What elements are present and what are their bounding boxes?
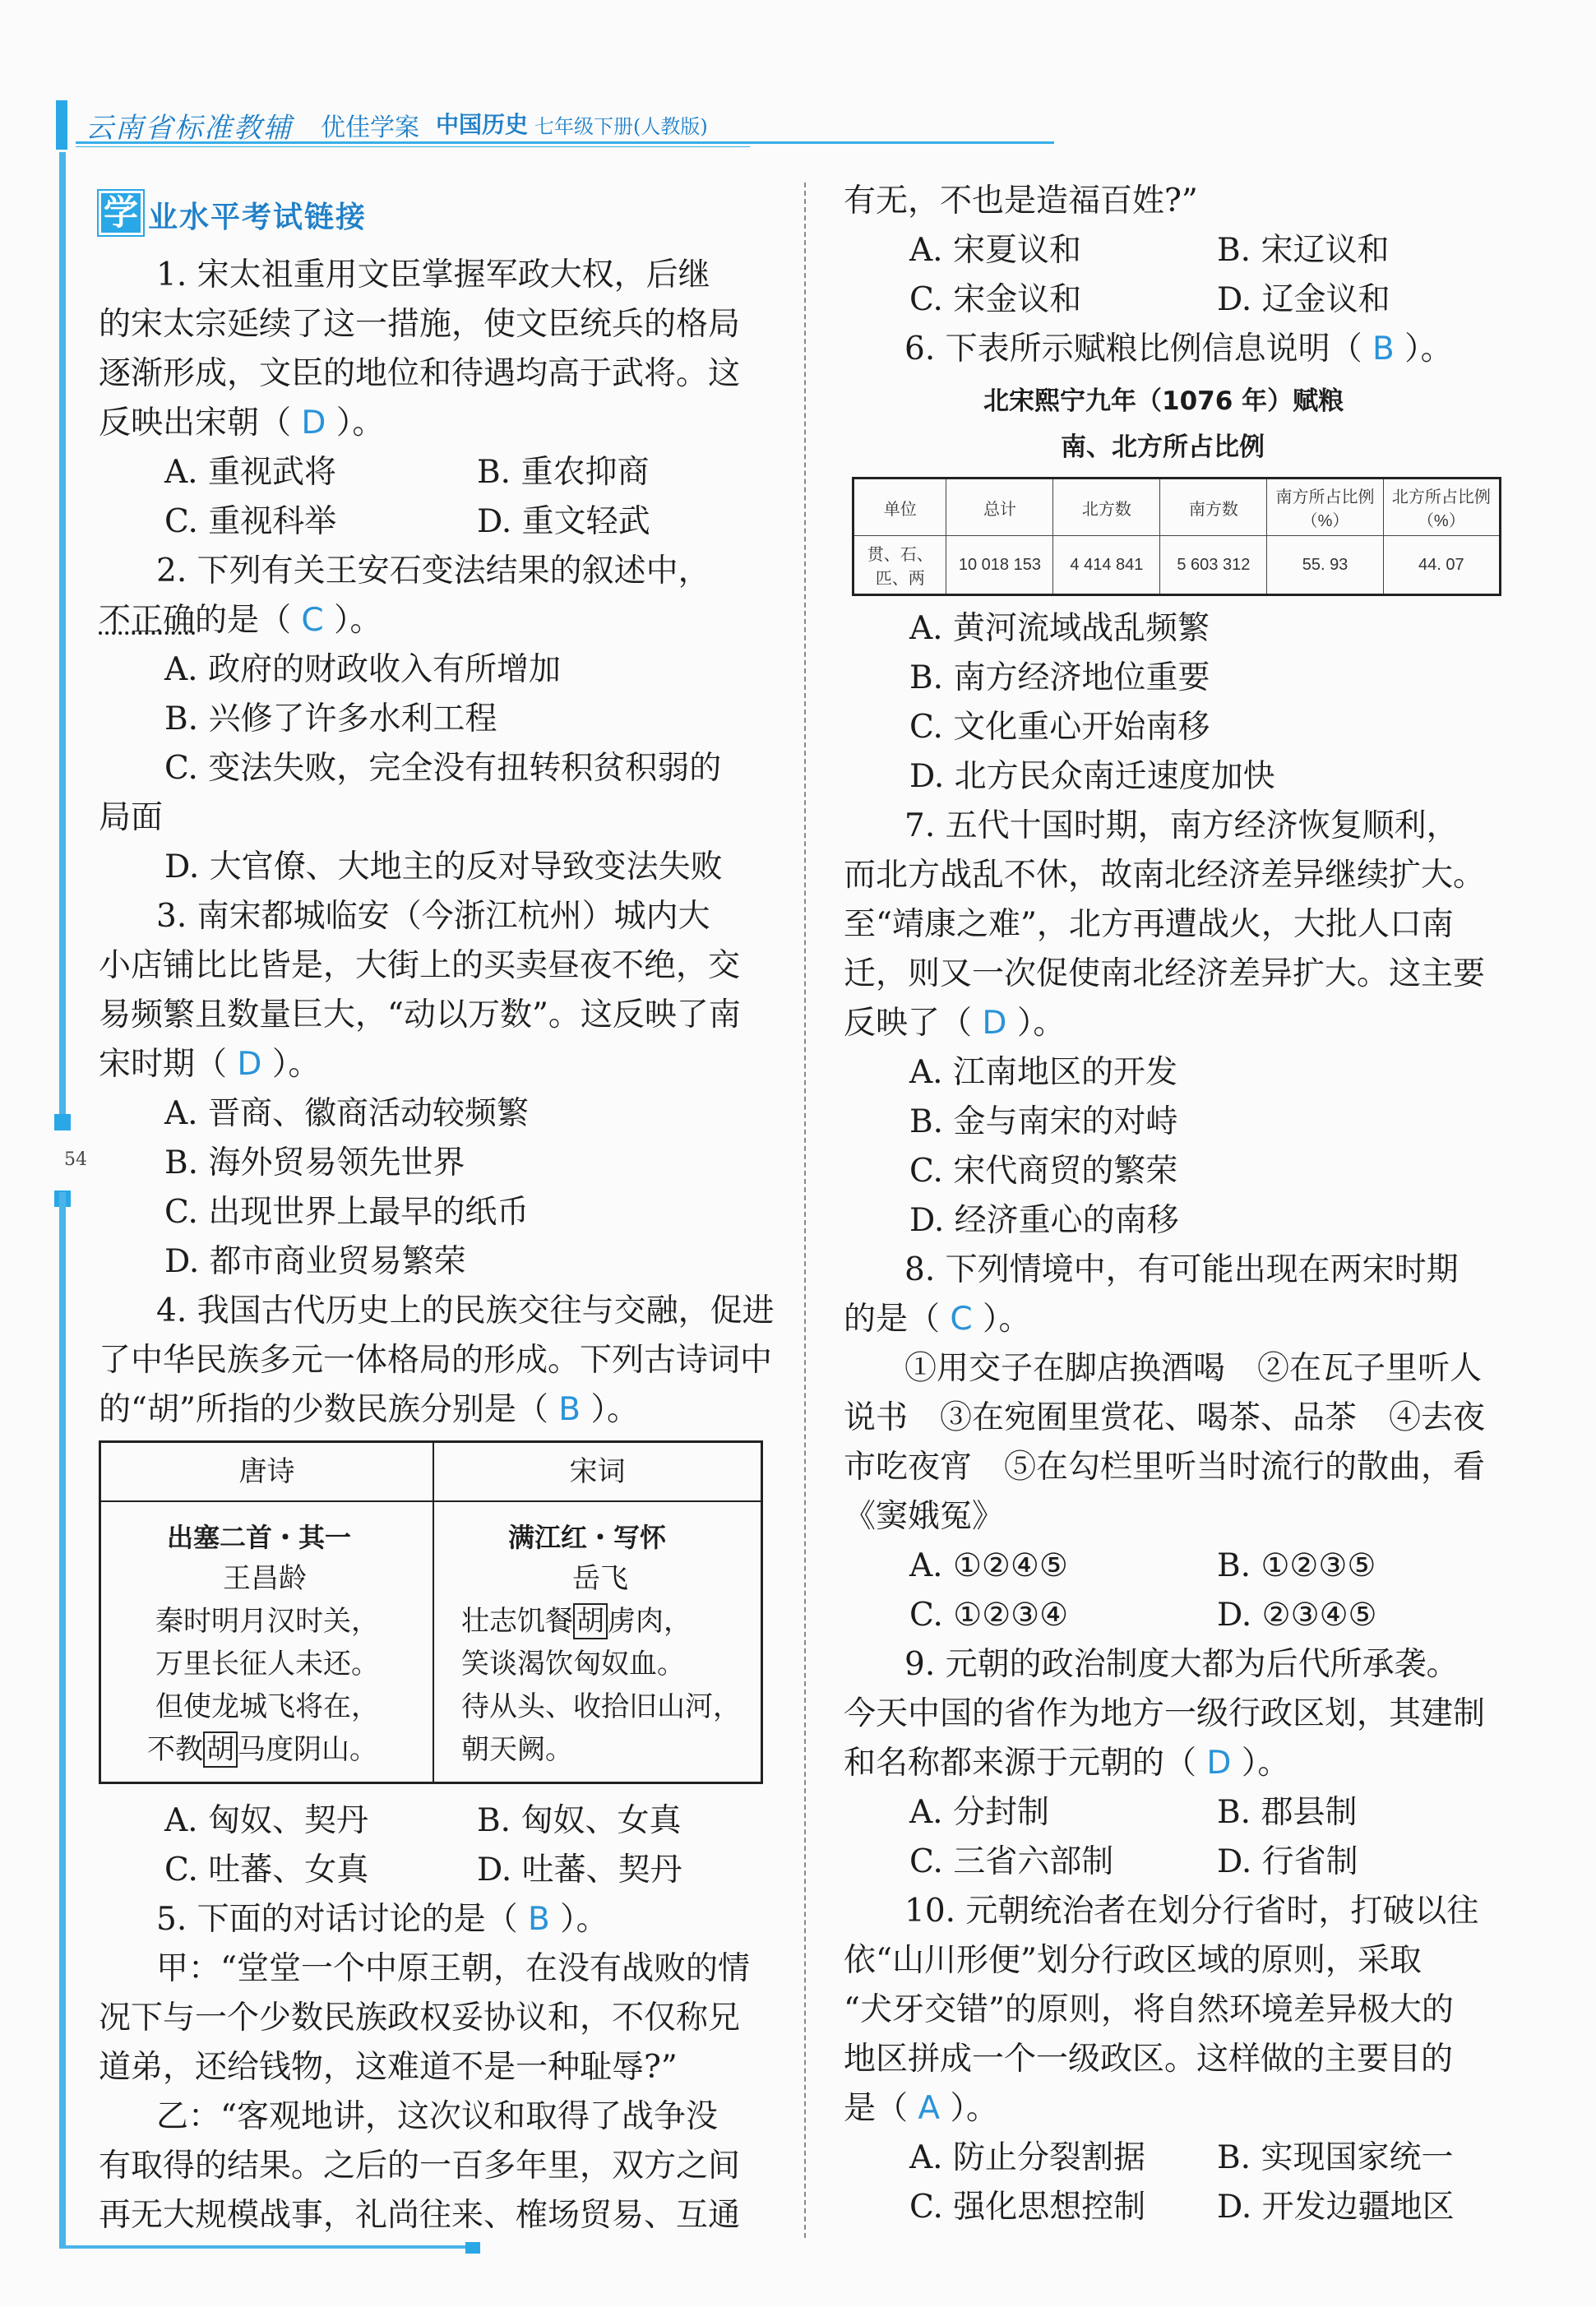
scenario-line: 《窦娥冤》 [844, 1498, 1005, 1535]
question-text: 反映了（ [844, 1005, 983, 1042]
highlighted-word: 胡 [203, 1731, 238, 1768]
left-rail [59, 152, 66, 1126]
paren-close: ）。 [1394, 331, 1453, 368]
question-text: 1. 宋太祖重用文臣掌握军政大权，后继 [156, 257, 710, 294]
option: A. 政府的财政收入有所增加 [164, 651, 561, 688]
question-text: 依“山川形便”划分行政区域的原则，采取 [844, 1942, 1422, 1979]
option: C. ①②③④ [909, 1597, 1069, 1634]
question-text: 7. 五代十国时期，南方经济恢复顺利， [904, 807, 1459, 844]
question-stem-end [99, 1040, 320, 1089]
table-header: 南方所占比例（%） [1267, 479, 1383, 536]
poem-line [461, 1601, 692, 1642]
footer-marker [465, 2242, 480, 2254]
question-text: 5. 下面的对话讨论的是（ [156, 1901, 529, 1938]
scenario-line: 市吃夜宵 ⑤在勾栏里听当时流行的散曲，看 [844, 1449, 1486, 1486]
question-stem-end [844, 1295, 1031, 1344]
option: C. 重视科举 [164, 503, 337, 540]
question-text: 3. 南宋都城临安（今浙江杭州）城内大 [156, 898, 710, 935]
option: D. 行省制 [1217, 1843, 1358, 1880]
answer: B [1372, 331, 1395, 368]
question-stem-end [99, 596, 382, 645]
dialogue-line: 有无，不也是造福百姓?” [844, 183, 1198, 220]
option: A. 分封制 [909, 1794, 1049, 1831]
question-text: 逐渐形成，文臣的地位和待遇均高于武将。这 [99, 355, 741, 392]
study-icon: 学 [99, 191, 143, 235]
option: C. 宋代商贸的繁荣 [909, 1153, 1178, 1190]
table-divider [433, 1443, 434, 1782]
option: B. 南方经济地位重要 [909, 659, 1210, 696]
question-text: “犬牙交错”的原则，将自然环境差异极大的 [844, 1991, 1454, 2028]
answer: D [301, 405, 326, 442]
option: D. 都市商业贸易繁荣 [164, 1243, 466, 1280]
question-text: 地区拼成一个一级政区。这样做的主要目的 [844, 2041, 1454, 2078]
table-header: 总计 [946, 479, 1053, 536]
table-header: 唐诗 [101, 1443, 433, 1502]
option: B. 郡县制 [1217, 1794, 1358, 1831]
poem-table [99, 1440, 763, 1784]
table-cell: 贯、石、匹、两 [854, 536, 946, 595]
poem-line: 秦时明月汉时关， [155, 1605, 379, 1638]
option: D. 北方民众南迁速度加快 [909, 758, 1275, 795]
table-header: 南方数 [1160, 479, 1267, 536]
option: D. 大官僚、大地主的反对导致变法失败 [164, 848, 723, 885]
option: D. 吐蕃、契丹 [477, 1852, 682, 1889]
option: A. 匈奴、契丹 [164, 1802, 368, 1839]
poem-author: 岳飞 [572, 1562, 628, 1595]
question-text: 6. 下表所示赋粮比例信息说明（ [904, 331, 1373, 368]
paren-close: ）。 [261, 1046, 321, 1083]
question-text: 10. 元朝统治者在划分行省时，打破以往 [904, 1893, 1479, 1930]
option: A. 防止分裂割据 [909, 2139, 1145, 2176]
dialogue-line: 再无大规模战事，礼尚往来、榷场贸易、互通 [99, 2197, 741, 2234]
left-rail [59, 1192, 66, 2249]
paren-close: ）。 [1231, 1745, 1290, 1782]
poem-line: 但使龙城飞将在， [155, 1690, 379, 1723]
dialogue-line: 有取得的结果。之后的一百多年里，双方之间 [99, 2147, 741, 2184]
question-text: 的“胡”所指的少数民族分别是（ [99, 1391, 559, 1428]
paren-close: ）。 [326, 405, 385, 442]
option: B. ①②③⑤ [1217, 1547, 1376, 1584]
option: A. 重视武将 [164, 454, 336, 491]
paren-close: ）。 [940, 2090, 998, 2127]
option: C. 吐蕃、女真 [164, 1852, 369, 1889]
header-accent [56, 100, 67, 150]
option: B. 海外贸易领先世界 [164, 1144, 465, 1181]
question-text: 小店铺比比皆是，大街上的买卖昼夜不绝，交 [99, 947, 741, 984]
poem-title: 出塞二首・其一 [167, 1522, 352, 1553]
table-caption: 南、北方所占比例 [1061, 432, 1265, 462]
question-text: 的是（ [844, 1301, 951, 1338]
option: B. 匈奴、女真 [477, 1802, 682, 1839]
table-header: 单位 [854, 479, 946, 536]
emphasis-text: 不正确 [99, 602, 196, 639]
option: C. 强化思想控制 [909, 2189, 1146, 2226]
question-text: 宋时期（ [99, 1046, 238, 1083]
option: D. 重文轻武 [477, 503, 650, 540]
answer: C [301, 602, 324, 639]
scenario-line: ①用交子在脚店换酒喝 ②在瓦子里听人 [904, 1350, 1483, 1387]
table-header: 北方数 [1053, 479, 1160, 536]
option: A. 江南地区的开发 [909, 1054, 1177, 1091]
poem-text: 虏肉， [608, 1605, 692, 1638]
option: B. 宋辽议和 [1217, 232, 1390, 269]
paren-close: ）。 [1006, 1005, 1066, 1042]
poem-text: 壮志饥餐 [461, 1605, 573, 1638]
poem-line: 笑谈渴饮匈奴血。 [461, 1648, 685, 1681]
paren-close: ）。 [323, 602, 382, 639]
poem-text: 不教 [147, 1733, 203, 1766]
option: 局面 [99, 799, 164, 836]
option: A. 宋夏议和 [909, 232, 1081, 269]
question-text: 反映出宋朝（ [99, 405, 302, 442]
option: B. 金与南宋的对峙 [909, 1103, 1178, 1140]
poem-line: 万里长征人未还。 [155, 1648, 379, 1681]
table-cell: 5 603 312 [1160, 536, 1267, 595]
question-stem-end [844, 2084, 998, 2134]
poem-text: 马度阴山。 [238, 1733, 377, 1766]
highlighted-word: 胡 [573, 1603, 608, 1639]
rail-marker [54, 1114, 71, 1130]
answer: D [982, 1005, 1007, 1042]
grade-label: 七年级下册(人教版) [534, 115, 708, 138]
question-stem-end [844, 999, 1065, 1048]
question-text: 4. 我国古代历史上的民族交往与交融，促进 [156, 1292, 775, 1329]
option: A. 黄河流域战乱频繁 [909, 610, 1210, 647]
question-text: 了中华民族多元一体格局的形成。下列古诗词中 [99, 1342, 773, 1379]
answer: B [558, 1391, 581, 1428]
page-number: 54 [64, 1149, 87, 1170]
answer: A [918, 2090, 941, 2127]
question-text: 的是（ [195, 602, 302, 639]
option: B. 重农抑商 [477, 454, 650, 491]
column-divider [804, 183, 806, 2238]
grain-ratio-table [852, 477, 1501, 596]
question-text: 的宋太宗延续了这一措施，使文臣统兵的格局 [99, 306, 741, 343]
poem-line: 朝天阙。 [461, 1733, 573, 1766]
poem-title: 满江红・写怀 [508, 1522, 667, 1553]
option: B. 实现国家统一 [1217, 2139, 1454, 2176]
option: C. 变法失败，完全没有扭转积贫积弱的 [164, 750, 722, 787]
question-text: 8. 下列情境中，有可能出现在两宋时期 [904, 1251, 1459, 1288]
scenario-line: 说书 ③在宛囿里赏花、喝茶、品茶 ④去夜 [844, 1399, 1486, 1436]
option: D. 开发边疆地区 [1217, 2189, 1455, 2226]
dialogue-line: 乙：“客观地讲，这次议和取得了战争没 [156, 2098, 718, 2135]
question-text: 而北方战乱不休，故南北经济差异继续扩大。 [844, 857, 1486, 894]
option: C. 出现世界上最早的纸币 [164, 1194, 530, 1231]
option: B. 兴修了许多水利工程 [164, 700, 497, 737]
option: D. 辽金议和 [1217, 281, 1390, 318]
section-title: 业水平考试链接 [148, 201, 368, 234]
table-cell: 10 018 153 [946, 536, 1053, 595]
question-text: 是（ [844, 2090, 918, 2127]
answer: C [950, 1301, 973, 1338]
option: A. 晋商、徽商活动较频繁 [164, 1095, 529, 1132]
paren-close: ）。 [972, 1301, 1031, 1338]
option: D. ②③④⑤ [1217, 1597, 1377, 1634]
table-cell: 55. 93 [1267, 536, 1383, 595]
option: C. 三省六部制 [909, 1843, 1114, 1880]
table-cell: 44. 07 [1383, 536, 1500, 595]
question-stem-end [99, 1385, 639, 1435]
answer: D [1206, 1745, 1232, 1782]
question-text: 至“靖康之难”，北方再遭战火，大批人口南 [844, 906, 1454, 943]
question-text: 易频繁且数量巨大，“动以万数”。这反映了南 [99, 996, 741, 1033]
question-text: 迁，则又一次促使南北经济差异扩大。这主要 [844, 955, 1486, 992]
question-stem-end [904, 325, 1453, 374]
poem-line: 待从头、收拾旧山河， [461, 1690, 741, 1723]
option: A. ①②④⑤ [909, 1547, 1068, 1584]
header-rule-thin [76, 146, 750, 147]
answer: D [237, 1046, 262, 1083]
table-header: 北方所占比例（%） [1383, 479, 1500, 536]
question-text: 9. 元朝的政治制度大都为后代所承袭。 [904, 1646, 1459, 1683]
question-stem-end [156, 1895, 608, 1944]
question-text: 今天中国的省作为地方一级行政区划，其建制 [844, 1695, 1486, 1732]
brand-name: 优佳学案 [321, 113, 419, 142]
subject-name: 中国历史 [436, 111, 529, 138]
option: C. 文化重心开始南移 [909, 709, 1210, 746]
poem-line [147, 1729, 377, 1770]
dialogue-line: 道弟，还给钱物，这难道不是一种耻辱?” [99, 2049, 678, 2086]
table-cell: 4 414 841 [1053, 536, 1160, 595]
paren-close: ）。 [581, 1391, 639, 1428]
question-stem-end [844, 1739, 1289, 1788]
question-stem-end [99, 399, 384, 448]
option: D. 经济重心的南移 [909, 1202, 1179, 1239]
footer-rule [59, 2245, 470, 2249]
paren-close: ）。 [549, 1901, 608, 1938]
table-header: 宋词 [434, 1443, 761, 1502]
dialogue-line: 甲：“堂堂一个中原王朝，在没有战败的情 [156, 1950, 750, 1987]
question-text: 和名称都来源于元朝的（ [844, 1745, 1207, 1782]
series-title: 云南省标准教辅 [86, 112, 293, 145]
answer: B [528, 1901, 550, 1938]
table-caption: 北宋熙宁九年（1076 年）赋粮 [983, 386, 1344, 416]
dialogue-line: 况下与一个少数民族政权妥协议和，不仅称兄 [99, 2000, 741, 2037]
question-text: 2. 下列有关王安石变法结果的叙述中， [156, 552, 710, 589]
option: C. 宋金议和 [909, 281, 1082, 318]
poem-author: 王昌龄 [223, 1562, 307, 1595]
